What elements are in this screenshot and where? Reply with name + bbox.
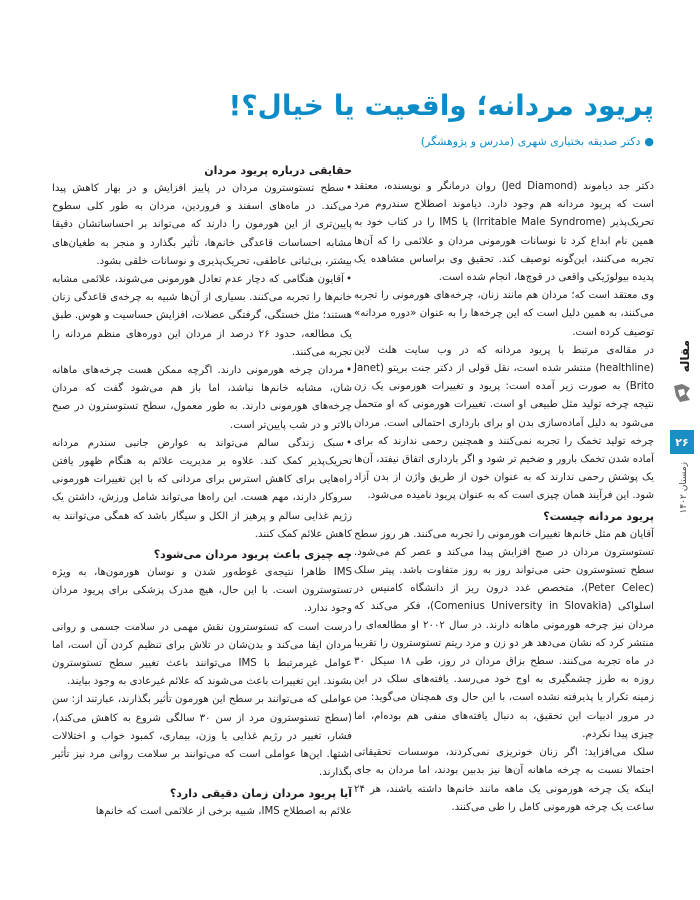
page-number: ۲۶	[670, 430, 694, 454]
section-heading: آیا پریود مردان زمان دقیقی دارد؟	[169, 786, 352, 800]
left-column	[52, 160, 352, 821]
paragraph: عواملی که می‌توانند بر سطح این هورمون تأثیر بگذارند، عبارتند از: سن (سطح تستوسترون مرد از سن ۳۰ سالگی شروع به کاهش می‌کند)، فشار، تغییر در رژیم غذایی یا وزن، بیماری، کمبود خواب و اختلالات اشتها. این‌ها عواملی است که می‌توانند بر سلامت روانی مرد نیز تأثیر بگذارند.	[52, 694, 352, 779]
paragraph: در مقاله‌ی مرتبط با پریود مردانه که در وب سایت هلث لاین (healthline) منتشر شده است، نقل قولی از دکتر جنت بریتو (Janet Brito) به صورت زیر آمده است: پریود و تغییرات هورمونی یک زن نتیجه چرخه تولید مثل طبیعی او است. تغییرات هورمونی که او متحمل می‌شود به دلیل آماده‌سازی بدن او برای بارداری احتمالی است. مردان چرخه تولید تخمک را تجربه نمی‌کنند و همچنین رحمی ندارند که برای آماده شدن تخمک بارور و ضخیم تر شود و اگر بارداری اتفاق نیفتد، آن‌ها یک پوشش رحمی ندارند که به عنوان خون از طریق واژن از بدن آزاد شود. این فرآیند همان چیزی است که به عنوان پریود نامیده می‌شود.	[354, 344, 654, 502]
right-column	[354, 178, 654, 817]
section-heading: حقایقی درباره پریود مردان	[204, 164, 352, 177]
brand-logo-icon	[672, 382, 692, 404]
issue-label: زمستان ۱۴۰۲	[679, 462, 689, 514]
paragraph: سلک می‌افزاید: اگر زنان خونریزی نمی‌کردند، موسسات تحقیقاتی احتمالا نسبت به چرخه ماهانه آن‌ها نیز بدبین بودند، اما مردان به جای اینکه یک چرخه هورمونی یک ماهه مانند خانم‌ها داشته باشند، هر ۲۴ ساعت یک چرخه هورمونی کامل را طی می‌کنند.	[354, 747, 654, 813]
bullet-paragraph: • سطح تستوسترون مردان در پاییز افزایش و در بهار کاهش پیدا می‌کند. در ماه‌های اسفند و فروردین، مردان به طور کلی سطوح پایین‌تری از این هورمون را دارند که می‌تواند بر احساساتشان دقیقا مشابه احساسات قاعدگی خانم‌ها، تأثیر بگذارد و منجر به طغیان‌های بیشتر، بی‌ثباتی عاطفی، تحریک‌پذیری و نوسانات خلقی بشود.	[52, 180, 352, 271]
bullet-paragraph: • آقایون هنگامی که دچار عدم تعادل هورمونی می‌شوند، علائمی مشابه خانم‌ها را تجربه می‌کنند. بسیاری از آن‌ها شبیه به چرخه‌ی قاعدگی زنان هستند؛ مثل خستگی، گرفتگی عضلات، افزایش حساسیت و هوس. طبق یک مطالعه، حدود ۲۶ درصد از مردان این دوره‌های منظم مردانه را تجربه می‌کنند.	[52, 271, 352, 362]
byline	[54, 135, 654, 148]
section-heading: چه چیزی باعث پریود مردان می‌شود؟	[153, 548, 352, 562]
paragraph: وی معتقد است که؛ مردان هم مانند زنان، چرخه‌های هورمونی را تجربه می‌کنند، به همین دلیل است که این چرخه‌ها را به عنوان «دوره مردانه» توصیف کرده است.	[354, 290, 654, 338]
paragraph: علائم به اصطلاح IMS، شبیه برخی از علائمی است که خانم‌ها	[95, 805, 352, 817]
paragraph: دکتر جد دیاموند (Jed Diamond) روان درمانگر و نویسنده، معتقد است که پریود مردانه هم وجود دارد. دیاموند اصطلاح سندروم مرد تحریک‌پذیر (Irritable Male Syndrome) یا IMS را در کتاب خود به همین نام ابداع کرد تا نوسانات هورمونی مردان و علائمی را که آن‌ها تجربه می‌کنند، این‌گونه توصیف کند. تحقیق وی براساس مشاهده یک پدیده بیولوژیکی واقعی در قوچ‌ها، انجام شده است.	[354, 181, 654, 284]
section-heading: پریود مردانه چیست؟	[543, 509, 654, 523]
article-title: پریود مردانه؛ واقعیت یا خیال؟!	[228, 89, 654, 122]
paragraph: آقایان هم مثل خانم‌ها تغییرات هورمونی را تجربه می‌کنند. هر روز سطح تستوسترون مردان در صبح افزایش پیدا می‌کند و عصر کم می‌شود. سطح تستوسترون حتی می‌تواند روز به روز متفاوت باشد. پیتر سلک (Peter Celec)، متخصص غدد درون ریز از دانشگاه کامنیس در اسلواکی (Comenius University in Slovakia)، فکر می‌کند که مردان نیز چرخه هورمونی ماهانه دارند. در سال ۲۰۰۲ او مطالعه‌ای را منتشر کرد که نشان می‌دهد هر دو زن و مرد ریتم تستوسترون را تقریبا در ماه تجربه می‌کنند. سطح بزاق مردان در روز، طی ۱۸ سیکل ۳۰ روزه به طرز چشمگیری به اوج خود می‌رسد. یافته‌های سلک در این زمینه تکرار یا پذیرفته نشده است، با این حال وی همچنان می‌گوید: من در مرور ادبیات این تحقیق، به دنبال یافته‌های منفی هم بوده‌ام، اما چیزی پیدا نکردم.	[354, 528, 654, 740]
paragraph: IMS ظاهرا نتیجه‌ی غوطه‌ور شدن و نوسان هورمون‌ها، به ویژه تستوسترون است. با این حال، هیچ مدرک پزشکی برای پریود مردان وجود ندارد.	[52, 567, 352, 615]
byline-bullet-icon: ●	[644, 135, 654, 148]
section-label: مقاله	[678, 340, 692, 373]
paragraph: درست است که تستوسترون نقش مهمی در سلامت جسمی و روانی مردان ایفا می‌کند و بدن‌شان در تلاش برای تنظیم کردن آن است، اما عوامل غیرمرتبط با IMS می‌توانند باعث تغییر سطح تستوسترون بشوند. این تغییرات باعث می‌شوند که علائم غیرعادی به وجود بیایند.	[52, 621, 352, 688]
side-tab	[664, 300, 700, 610]
byline-text: دکتر صدیقه بختیاری شهری (مدرس و پژوهشگر)	[420, 135, 641, 148]
bullet-paragraph: • مردان چرخه هورمونی دارند. اگرچه ممکن هست چرخه‌های ماهانه شان، مشابه خانم‌ها نباشد، اما باز هم می‌شود گفت که مردان چرخه‌های هورمونی دارند. به طور معمول، سطح تستوسترون در صبح بالاتر و در شب پایین‌تر است.	[52, 362, 352, 435]
bullet-paragraph: • سبک زندگی سالم می‌تواند به عوارض جانبی سندرم مردانه تحریک‌پذیر کمک کند. علاوه بر مدیریت علائم به هنگام ظهور یافتن راه‌هایی برای کاهش استرس برای مردانی که با این تغییرات هورمونی سروکار دارند، مهم هست. این راه‌ها می‌تواند شامل ورزش، داشتن یک رژیم غذایی سالم و پرهیز از الکل و سیگار باشد که همگی می‌توانند به کاهش علائم کمک کنند.	[52, 435, 352, 544]
